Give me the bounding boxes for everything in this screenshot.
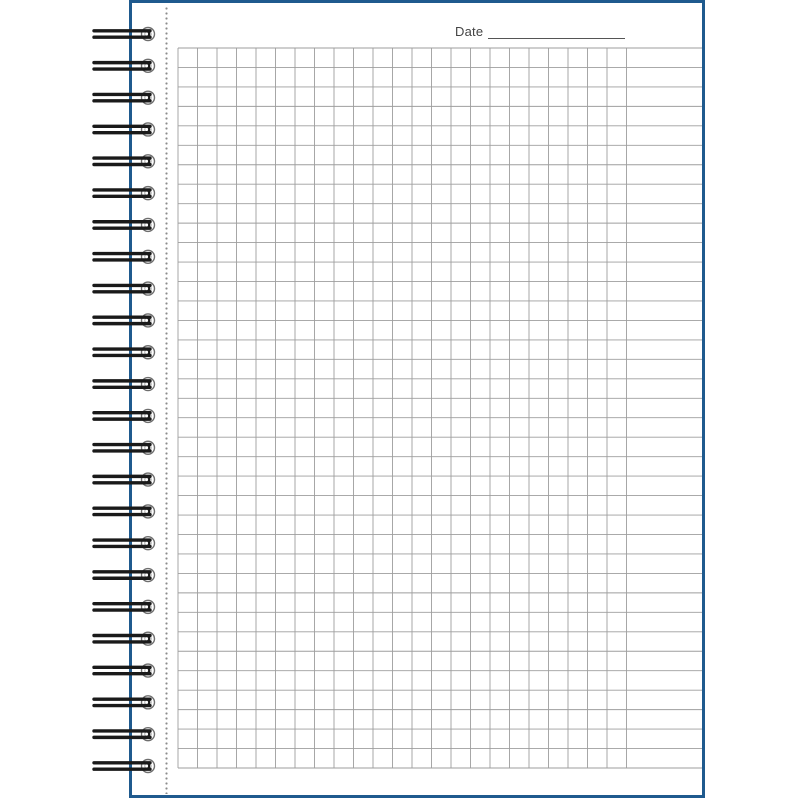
spiral-ring (94, 409, 155, 422)
spiral-ring (94, 187, 155, 200)
spiral-ring (94, 441, 155, 454)
spiral-ring (94, 378, 155, 391)
spiral-ring (94, 473, 155, 486)
spiral-ring (94, 600, 155, 613)
spiral-ring (94, 155, 155, 168)
spiral-ring (94, 505, 155, 518)
spiral-ring (94, 664, 155, 677)
spiral-ring (94, 537, 155, 550)
spiral-ring (94, 760, 155, 773)
spiral-ring (94, 632, 155, 645)
spiral-ring (94, 218, 155, 231)
spiral-ring (94, 59, 155, 72)
spiral-ring (94, 250, 155, 263)
spiral-ring (94, 282, 155, 295)
spiral-ring (94, 728, 155, 741)
spiral-ring (94, 314, 155, 327)
spiral-ring (94, 346, 155, 359)
spiral-ring (94, 123, 155, 136)
spiral-ring (94, 28, 155, 41)
spiral-ring (94, 696, 155, 709)
date-label: Date (455, 24, 484, 39)
spiral-ring (94, 91, 155, 104)
spiral-ring (94, 569, 155, 582)
